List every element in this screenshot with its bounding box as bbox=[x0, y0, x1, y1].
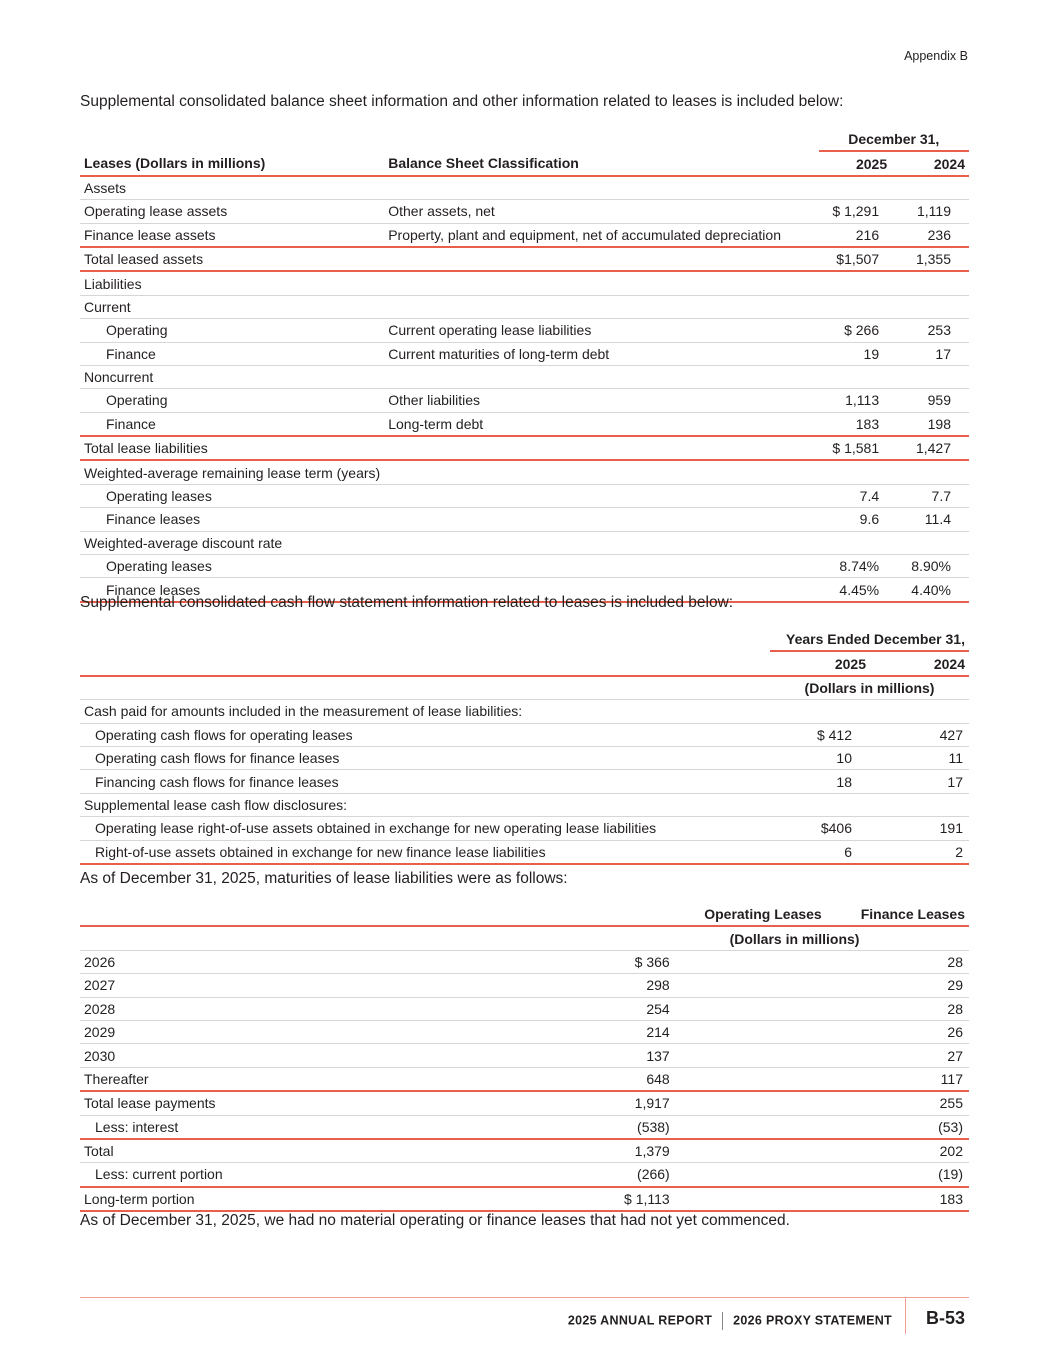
cell-a: Operating lease assets bbox=[80, 200, 384, 223]
appendix-label: Appendix B bbox=[904, 49, 968, 63]
table-row bbox=[80, 508, 969, 531]
cell-b: Other liabilities bbox=[384, 389, 818, 412]
cell-b: Current operating lease liabilities bbox=[384, 319, 818, 342]
table-row bbox=[80, 1187, 969, 1211]
balance-intro: Supplemental consolidated balance sheet information and other information related to leases is included below: bbox=[80, 93, 844, 110]
cell-a: Total leased assets bbox=[80, 247, 384, 271]
cell-c: 4.45% bbox=[819, 578, 892, 602]
cell-d: 253 bbox=[891, 319, 969, 342]
cell-d bbox=[870, 793, 969, 816]
table-row bbox=[80, 974, 969, 997]
cell-a: 2028 bbox=[80, 997, 620, 1020]
cell-a: Less: current portion bbox=[80, 1163, 620, 1187]
table-row bbox=[80, 723, 969, 746]
cell-d: 959 bbox=[891, 389, 969, 412]
cell-d: 191 bbox=[870, 817, 969, 840]
col-header: Leases (Dollars in millions) bbox=[80, 151, 384, 175]
cell-c: $1,507 bbox=[819, 247, 892, 271]
table-row bbox=[80, 1163, 969, 1187]
divider bbox=[905, 1298, 906, 1334]
cell-d: 427 bbox=[870, 723, 969, 746]
cell-a: Noncurrent bbox=[80, 365, 384, 388]
cell-c bbox=[819, 460, 892, 484]
cell-d bbox=[891, 531, 969, 554]
cell-d: 236 bbox=[891, 223, 969, 247]
cell-d bbox=[891, 295, 969, 318]
cell-d: 11 bbox=[870, 746, 969, 769]
table-row bbox=[80, 1020, 969, 1043]
table-row bbox=[80, 1115, 969, 1139]
proxy-statement-label: 2026 PROXY STATEMENT bbox=[733, 1313, 892, 1328]
table-row bbox=[80, 176, 969, 200]
table-row bbox=[80, 460, 969, 484]
page-footer bbox=[80, 1297, 969, 1338]
cell-c: (266) bbox=[620, 1163, 826, 1187]
cell-a: Financing cash flows for finance leases bbox=[80, 770, 770, 793]
cell-c: 1,379 bbox=[620, 1139, 826, 1163]
cell-a: Weighted-average discount rate bbox=[80, 531, 384, 554]
cell-c bbox=[819, 176, 892, 200]
cell-d: 17 bbox=[870, 770, 969, 793]
cell-d bbox=[891, 271, 969, 295]
cell-d: 183 bbox=[826, 1187, 969, 1211]
cell-a: Right-of-use assets obtained in exchange for new finance lease liabilities bbox=[80, 840, 770, 864]
cell-c: 214 bbox=[620, 1020, 826, 1043]
cell-c: 18 bbox=[770, 770, 870, 793]
cell-a: Operating leases bbox=[80, 555, 384, 578]
cell-c: 6 bbox=[770, 840, 870, 864]
cell-a: 2029 bbox=[80, 1020, 620, 1043]
col-header: Operating Leases bbox=[620, 903, 826, 926]
table-row bbox=[80, 223, 969, 247]
table-row bbox=[80, 817, 969, 840]
cell-c: $ 366 bbox=[620, 950, 826, 973]
cell-d bbox=[870, 700, 969, 723]
cell-d: 255 bbox=[826, 1091, 969, 1115]
table-row bbox=[80, 484, 969, 507]
cell-b bbox=[384, 508, 818, 531]
table-row bbox=[80, 342, 969, 365]
cell-b bbox=[384, 555, 818, 578]
closing-text: As of December 31, 2025, we had no material operating or finance leases that had not yet commenced. bbox=[80, 1212, 790, 1229]
cell-c: (538) bbox=[620, 1115, 826, 1139]
cell-d: 28 bbox=[826, 997, 969, 1020]
cell-b: Current maturities of long-term debt bbox=[384, 342, 818, 365]
cell-a: Weighted-average remaining lease term (years) bbox=[80, 460, 384, 484]
cell-b bbox=[384, 531, 818, 554]
cell-c bbox=[819, 531, 892, 554]
cell-b bbox=[384, 436, 818, 460]
units-label: (Dollars in millions) bbox=[620, 926, 969, 950]
table-row bbox=[80, 746, 969, 769]
col-header: Balance Sheet Classification bbox=[384, 151, 818, 175]
units-label: (Dollars in millions) bbox=[770, 676, 969, 700]
cell-c: 1,113 bbox=[819, 389, 892, 412]
cell-b bbox=[384, 460, 818, 484]
maturities-intro: As of December 31, 2025, maturities of lease liabilities were as follows: bbox=[80, 870, 568, 887]
cell-a: Operating leases bbox=[80, 484, 384, 507]
cell-c: 183 bbox=[819, 412, 892, 436]
cell-d: 27 bbox=[826, 1044, 969, 1067]
cell-c: $ 266 bbox=[819, 319, 892, 342]
table-row bbox=[80, 436, 969, 460]
table-row bbox=[80, 531, 969, 554]
cell-a: Operating cash flows for operating leases bbox=[80, 723, 770, 746]
cell-b bbox=[384, 271, 818, 295]
table-row bbox=[80, 840, 969, 864]
cell-a: Finance bbox=[80, 342, 384, 365]
cell-a: 2030 bbox=[80, 1044, 620, 1067]
cashflow-intro: Supplemental consolidated cash flow statement information related to leases is included below: bbox=[80, 594, 734, 611]
cell-c: 7.4 bbox=[819, 484, 892, 507]
cell-a: Current bbox=[80, 295, 384, 318]
cell-c: 1,917 bbox=[620, 1091, 826, 1115]
cell-d: 117 bbox=[826, 1067, 969, 1091]
cell-a: Total bbox=[80, 1139, 620, 1163]
table-row bbox=[80, 319, 969, 342]
cell-a: Total lease liabilities bbox=[80, 436, 384, 460]
cell-a: 2027 bbox=[80, 974, 620, 997]
group-header: December 31, bbox=[819, 128, 969, 151]
cell-a: Finance leases bbox=[80, 508, 384, 531]
table-row bbox=[80, 555, 969, 578]
cell-d: 29 bbox=[826, 974, 969, 997]
cell-a: Operating lease right-of-use assets obtained in exchange for new operating lease liabilities bbox=[80, 817, 770, 840]
page-number: B-53 bbox=[925, 1308, 965, 1328]
cell-d: 26 bbox=[826, 1020, 969, 1043]
cell-a: 2026 bbox=[80, 950, 620, 973]
cell-d: 7.7 bbox=[891, 484, 969, 507]
cell-d: 11.4 bbox=[891, 508, 969, 531]
table-row bbox=[80, 700, 969, 723]
col-header: 2025 bbox=[770, 651, 870, 675]
cell-a: Supplemental lease cash flow disclosures: bbox=[80, 793, 770, 816]
cell-a: Operating bbox=[80, 389, 384, 412]
col-header: 2024 bbox=[891, 151, 969, 175]
cell-b: Other assets, net bbox=[384, 200, 818, 223]
cell-a: Finance bbox=[80, 412, 384, 436]
cell-a: Operating cash flows for finance leases bbox=[80, 746, 770, 769]
cell-d: 8.90% bbox=[891, 555, 969, 578]
cell-c: 19 bbox=[819, 342, 892, 365]
cell-a: Finance leases bbox=[80, 578, 384, 602]
cell-d: 198 bbox=[891, 412, 969, 436]
cell-b bbox=[384, 365, 818, 388]
cell-d bbox=[891, 176, 969, 200]
cell-c: $ 1,581 bbox=[819, 436, 892, 460]
cell-a: Total lease payments bbox=[80, 1091, 620, 1115]
cell-c: 137 bbox=[620, 1044, 826, 1067]
table-row bbox=[80, 271, 969, 295]
cell-c: $ 1,291 bbox=[819, 200, 892, 223]
cell-a: Less: interest bbox=[80, 1115, 620, 1139]
cell-c bbox=[819, 295, 892, 318]
table-row bbox=[80, 412, 969, 436]
table-row bbox=[80, 295, 969, 318]
table-row bbox=[80, 247, 969, 271]
cell-d: 17 bbox=[891, 342, 969, 365]
cell-a: Cash paid for amounts included in the measurement of lease liabilities: bbox=[80, 700, 770, 723]
col-header: 2024 bbox=[870, 651, 969, 675]
table-row bbox=[80, 1044, 969, 1067]
table-row bbox=[80, 365, 969, 388]
cell-d: 2 bbox=[870, 840, 969, 864]
cell-d: (19) bbox=[826, 1163, 969, 1187]
cell-a: Liabilities bbox=[80, 271, 384, 295]
divider bbox=[722, 1312, 723, 1330]
group-header: Years Ended December 31, bbox=[770, 628, 969, 651]
cell-a: Assets bbox=[80, 176, 384, 200]
table-row bbox=[80, 389, 969, 412]
cell-b: Property, plant and equipment, net of accumulated depreciation bbox=[384, 223, 818, 247]
table-row bbox=[80, 1067, 969, 1091]
cell-c: 216 bbox=[819, 223, 892, 247]
cell-d: 1,427 bbox=[891, 436, 969, 460]
cell-c bbox=[819, 271, 892, 295]
cell-d: 28 bbox=[826, 950, 969, 973]
col-header: 2025 bbox=[819, 151, 892, 175]
cell-c: $ 1,113 bbox=[620, 1187, 826, 1211]
cell-b bbox=[384, 295, 818, 318]
cell-a: Long-term portion bbox=[80, 1187, 620, 1211]
table-row bbox=[80, 793, 969, 816]
cell-d: 4.40% bbox=[891, 578, 969, 602]
table-row bbox=[80, 1091, 969, 1115]
cell-c bbox=[819, 365, 892, 388]
cell-b: Long-term debt bbox=[384, 412, 818, 436]
cell-b bbox=[384, 247, 818, 271]
cell-d bbox=[891, 365, 969, 388]
cell-c: 648 bbox=[620, 1067, 826, 1091]
cell-c bbox=[770, 793, 870, 816]
maturities-table bbox=[80, 903, 969, 1212]
table-row bbox=[80, 200, 969, 223]
cell-c: 10 bbox=[770, 746, 870, 769]
cell-a: Finance lease assets bbox=[80, 223, 384, 247]
table-row bbox=[80, 997, 969, 1020]
cell-d: 1,119 bbox=[891, 200, 969, 223]
cell-d: 202 bbox=[826, 1139, 969, 1163]
cell-c: $ 412 bbox=[770, 723, 870, 746]
cell-c: $406 bbox=[770, 817, 870, 840]
cell-a: Thereafter bbox=[80, 1067, 620, 1091]
cell-b bbox=[384, 484, 818, 507]
cell-d bbox=[891, 460, 969, 484]
cell-c: 9.6 bbox=[819, 508, 892, 531]
table-row bbox=[80, 1139, 969, 1163]
cell-a: Operating bbox=[80, 319, 384, 342]
table-row bbox=[80, 950, 969, 973]
cell-b bbox=[384, 176, 818, 200]
table-row bbox=[80, 770, 969, 793]
cell-c: 298 bbox=[620, 974, 826, 997]
cashflow-table bbox=[80, 628, 969, 865]
balance-sheet-table bbox=[80, 128, 969, 603]
col-header: Finance Leases bbox=[826, 903, 969, 926]
cell-d: (53) bbox=[826, 1115, 969, 1139]
cell-c bbox=[770, 700, 870, 723]
cell-c: 8.74% bbox=[819, 555, 892, 578]
annual-report-label: 2025 ANNUAL REPORT bbox=[567, 1313, 713, 1328]
cell-c: 254 bbox=[620, 997, 826, 1020]
cell-d: 1,355 bbox=[891, 247, 969, 271]
